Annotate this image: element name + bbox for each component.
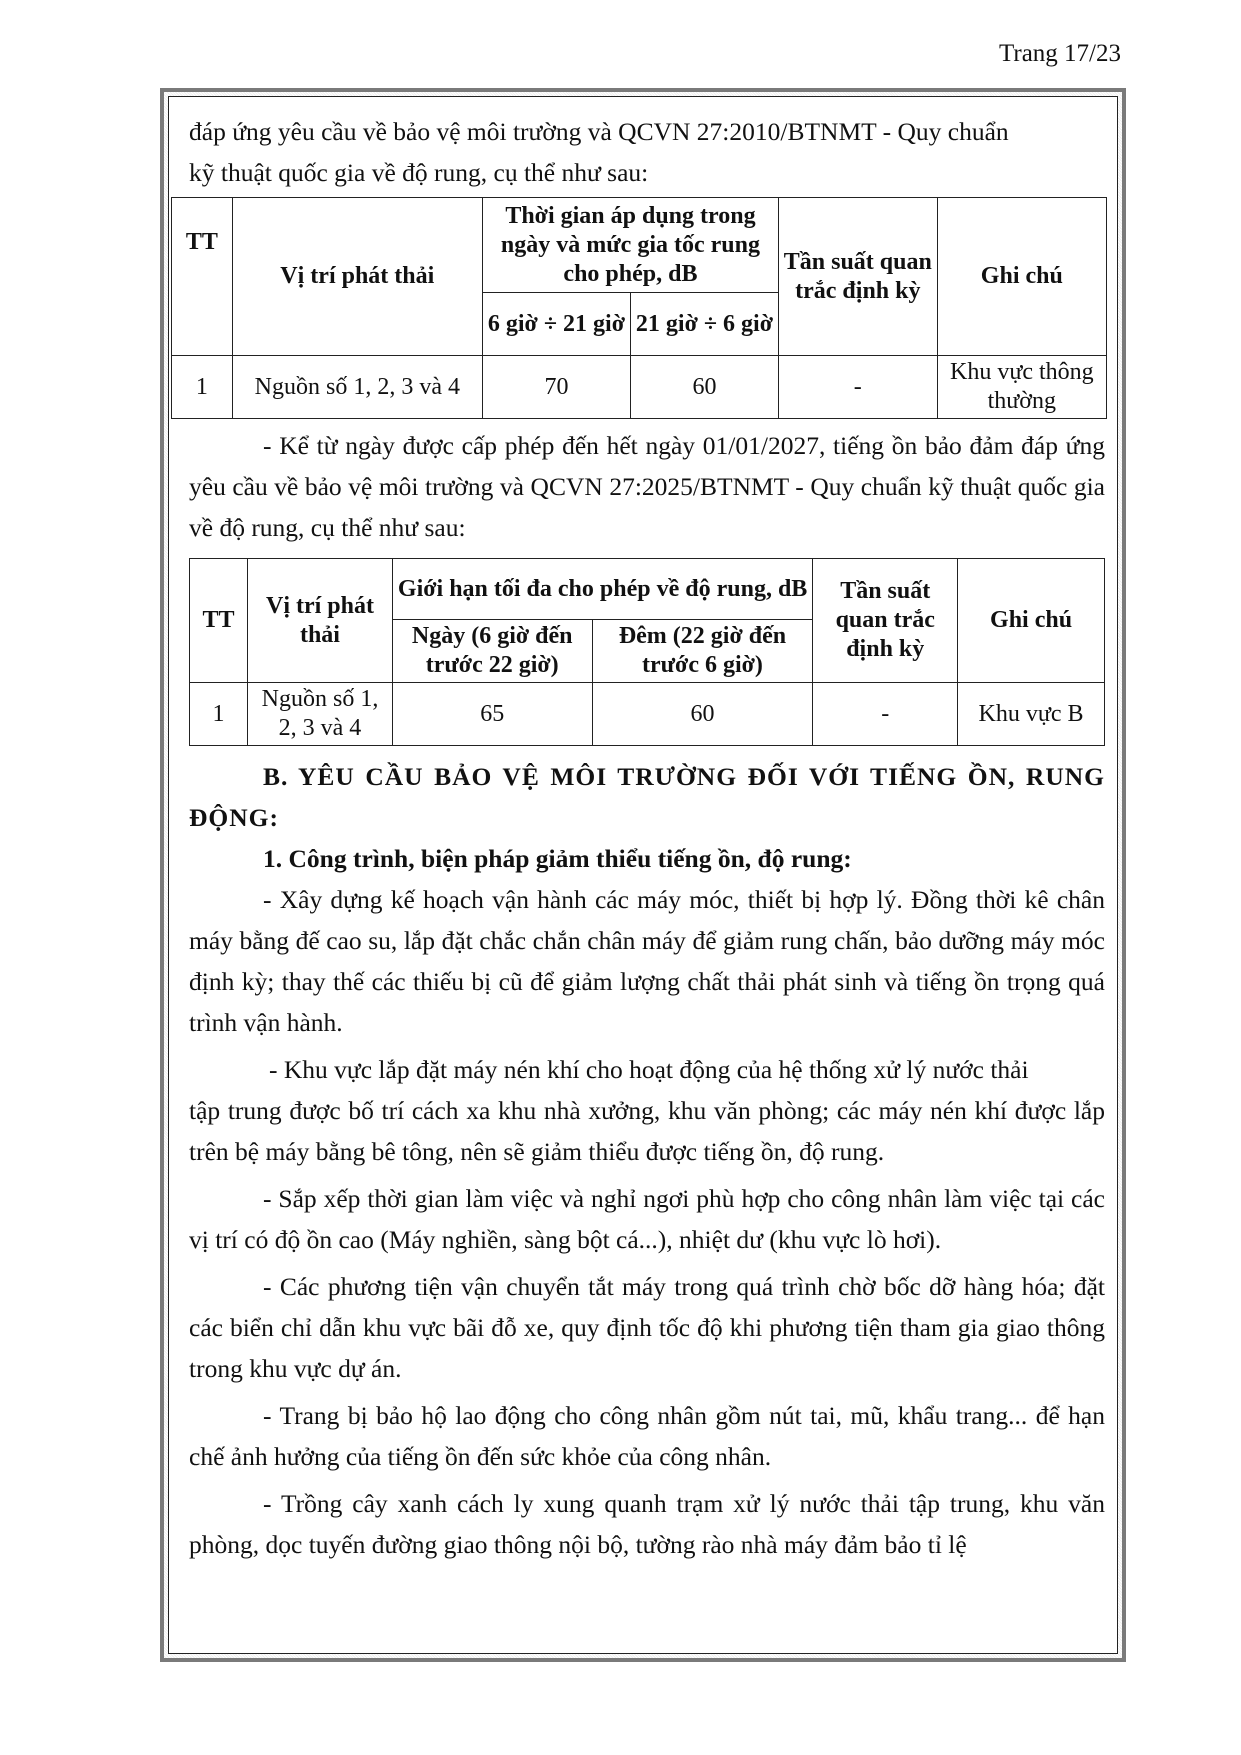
table2-header-night: Đêm (22 giờ đến trước 6 giờ) [592, 620, 813, 683]
measure-2: - Khu vực lắp đặt máy nén khí cho hoạt động của hệ thống xử lý nước thải [269, 1055, 1029, 1084]
vibration-table-qcvn-2025 [189, 558, 1105, 746]
table1-header-day: 6 giờ ÷ 21 giờ [482, 293, 630, 356]
document-body [185, 111, 1105, 1565]
table2-header-frequency: Tần suất quan trắc định kỳ [813, 559, 958, 683]
table1-header-frequency: Tần suất quan trắc định kỳ [778, 198, 937, 356]
table1-header-time-group: Thời gian áp dụng trong ngày và mức gia tốc rung cho phép, dB [482, 198, 778, 293]
measure-2-continued: tập trung được bố trí cách xa khu nhà xưởng, khu văn phòng; các máy nén khí được lắp trên bệ máy bằng bê tông, nên sẽ giảm thiểu được tiếng ồn, độ rung. [189, 1096, 1105, 1166]
table1-header-note: Ghi chú [937, 198, 1106, 356]
subsection-1-title: 1. Công trình, biện pháp giảm thiểu tiếng ồn, độ rung: [263, 844, 852, 873]
page-number: Trang 17/23 [998, 40, 1121, 67]
table1-header-location: Vị trí phát thải [232, 198, 482, 356]
table2-cell-frequency: - [813, 683, 958, 746]
vibration-table-qcvn-2010 [171, 197, 1107, 419]
table2-cell-day: 65 [392, 683, 592, 746]
table1-cell-note: Khu vực thông thường [937, 356, 1106, 419]
measure-6: - Trồng cây xanh cách ly xung quanh trạm xử lý nước thải tập trung, khu văn phòng, dọc tuyến đường giao thông nội bộ, tường rào nhà máy đảm bảo tỉ lệ [189, 1489, 1105, 1559]
table2-cell-night: 60 [592, 683, 813, 746]
table2-header-tt: TT [190, 559, 248, 683]
table2-header-limit-group: Giới hạn tối đa cho phép về độ rung, dB [392, 559, 813, 620]
page-border-frame [160, 88, 1126, 1662]
table1-header-tt: TT [172, 198, 233, 356]
table1-cell-night: 60 [630, 356, 778, 419]
table2-cell-location: Nguồn số 1, 2, 3 và 4 [248, 683, 393, 746]
table1-header-night: 21 giờ ÷ 6 giờ [630, 293, 778, 356]
table-row [172, 356, 1107, 419]
table2-header-location: Vị trí phát thải [248, 559, 393, 683]
table2-cell-tt: 1 [190, 683, 248, 746]
measure-1: - Xây dựng kế hoạch vận hành các máy móc, thiết bị hợp lý. Đồng thời kê chân máy bằng đế cao su, lắp đặt chắc chắn chân máy để giảm rung chấn, bảo dưỡng máy móc định kỳ; thay thế các thiếu bị cũ để giảm lượng chất thải phát sinh và tiếng ồn trọng quá trình vận hành. [189, 885, 1105, 1037]
table2-header-note: Ghi chú [958, 559, 1105, 683]
page-border-inner [168, 96, 1118, 1654]
table1-cell-tt: 1 [172, 356, 233, 419]
table-row [190, 683, 1105, 746]
table1-cell-day: 70 [482, 356, 630, 419]
table1-cell-frequency: - [778, 356, 937, 419]
measure-5: - Trang bị bảo hộ lao động cho công nhân gồm nút tai, mũ, khẩu trang... để hạn chế ảnh hưởng của tiếng ồn đến sức khỏe của công nhân. [189, 1401, 1105, 1471]
measure-4: - Các phương tiện vận chuyển tắt máy trong quá trình chờ bốc dỡ hàng hóa; đặt các biển chỉ dẫn khu vực bãi đỗ xe, quy định tốc độ khi phương tiện tham gia giao thông trong khu vực dự án. [189, 1272, 1105, 1383]
paragraph-qcvn-2025: - Kể từ ngày được cấp phép đến hết ngày 01/01/2027, tiếng ồn bảo đảm đáp ứng yêu cầu về bảo vệ môi trường và QCVN 27:2025/BTNMT - Quy chuẩn kỹ thuật quốc gia về độ rung, cụ thể như sau: [189, 431, 1105, 542]
table2-cell-note: Khu vực B [958, 683, 1105, 746]
measure-3: - Sắp xếp thời gian làm việc và nghỉ ngơi phù hợp cho công nhân làm việc tại các vị trí có độ ồn cao (Máy nghiền, sàng bột cá...), nhiệt dư (khu vực lò hơi). [189, 1184, 1105, 1254]
intro-line-1: đáp ứng yêu cầu về bảo vệ môi trường và QCVN 27:2010/BTNMT - Quy chuẩn [189, 117, 1009, 146]
section-b-title: B. YÊU CẦU BẢO VỆ MÔI TRƯỜNG ĐỐI VỚI TIẾNG ỒN, RUNG ĐỘNG: [189, 762, 1105, 832]
intro-line-2: kỹ thuật quốc gia về độ rung, cụ thể như sau: [189, 158, 649, 187]
table1-cell-location: Nguồn số 1, 2, 3 và 4 [232, 356, 482, 419]
table2-header-day: Ngày (6 giờ đến trước 22 giờ) [392, 620, 592, 683]
